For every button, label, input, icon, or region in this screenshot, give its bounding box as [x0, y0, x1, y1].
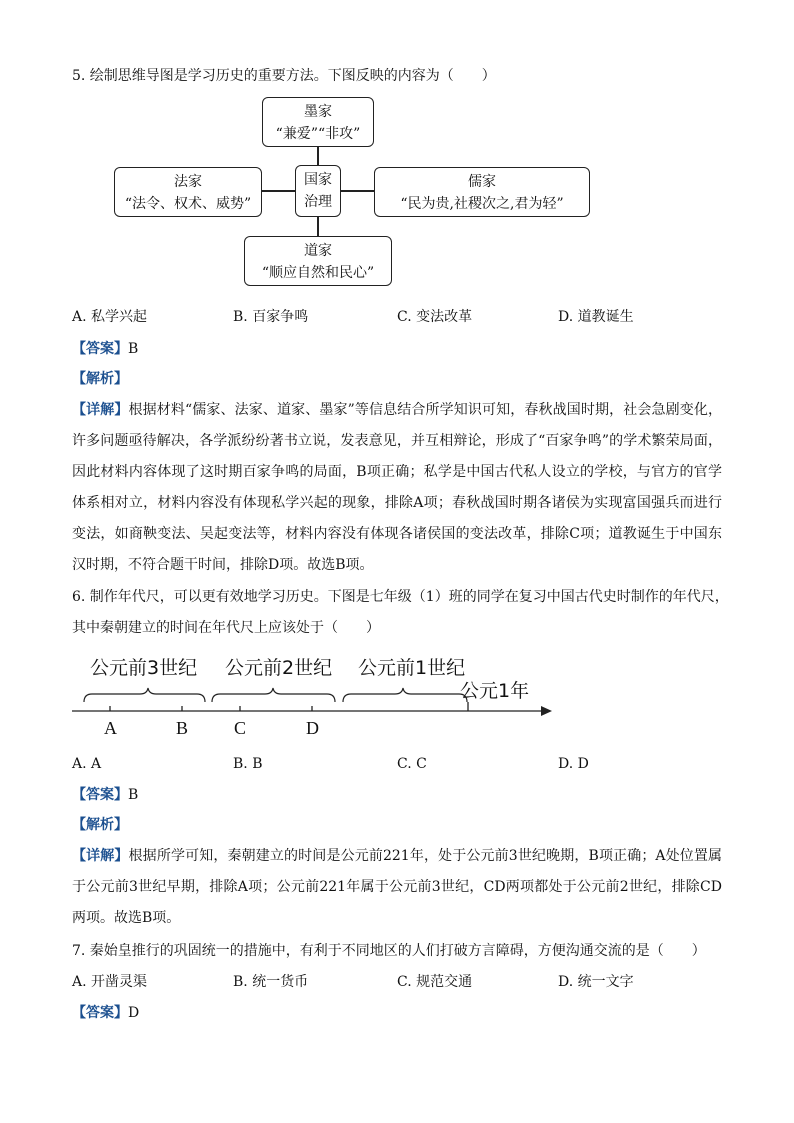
node-line-2: 治理	[304, 194, 332, 210]
node-title: 墨家	[304, 104, 332, 120]
node-text: “法令、权术、威势”	[124, 196, 252, 212]
analysis-tag: 【解析】	[72, 371, 128, 387]
option-d: D. 道教诞生	[558, 309, 634, 325]
answer-value: D	[128, 1005, 140, 1021]
question-6-stem-line-1: 6. 制作年代尺，可以更有效地学习历史。下图是七年级（1）班的同学在复习中国古代史时制作的年代尺，	[72, 589, 729, 605]
detail-text: 根据材料“儒家、法家、道家、墨家”等信息结合所学知识可知，春秋战国时期，社会急剧变化，许多问题亟待解决，各学派纷纷著书立说，发表意见，并互相辩论，形成了“百家争鸣”的学术繁荣局面，因此材料内容体现了这时期百家争鸣的局面，B项正确；私学是中国古代私人设立的学校，与官方的官学体系相对立，材料内容没有体现私学兴起的现象，排除A项；春秋战国时期各诸侯为实现富国强兵而进行变法，如商鞅变法、吴起变法等，材料内容没有体现各诸侯国的变法改革，排除C项；道教诞生于中国东汉时期，不符合题干时间，排除D项。故选B项。	[72, 402, 723, 573]
detail-tag: 【详解】	[72, 402, 129, 418]
node-line-1: 国家	[304, 172, 332, 188]
point-b: B	[176, 718, 189, 738]
option-d: D. 统一文字	[558, 974, 634, 990]
option-a: A. 私学兴起	[72, 309, 148, 325]
answer-line	[72, 1003, 139, 1023]
answer-value: B	[128, 787, 139, 803]
detail-paragraph	[72, 841, 722, 934]
point-a: A	[104, 718, 117, 738]
detail-tag: 【详解】	[72, 848, 129, 864]
axis-arrow	[541, 706, 552, 716]
answer-tag: 【答案】	[72, 787, 128, 803]
option-c: C. C	[397, 756, 427, 772]
brace-3bc	[84, 688, 205, 702]
question-6-stem-line-2: 其中秦朝建立的时间在年代尺上应该处于（ ）	[72, 620, 380, 636]
point-c: C	[234, 718, 247, 738]
analysis-heading	[72, 815, 128, 835]
answer-tag: 【答案】	[72, 1005, 128, 1021]
node-text: “顺应自然和民心”	[261, 265, 375, 281]
node-title: 法家	[174, 174, 202, 190]
node-title: 道家	[304, 243, 332, 259]
analysis-tag: 【解析】	[72, 817, 128, 833]
answer-value: B	[128, 341, 139, 357]
node-text: “兼爱”“非攻”	[275, 126, 361, 142]
brace-2bc	[212, 688, 335, 702]
century-label-2bc: 公元前2世纪	[225, 657, 333, 679]
question-5-stem: 5. 绘制思维导图是学习历史的重要方法。下图反映的内容为（ ）	[72, 68, 496, 84]
century-label-3bc: 公元前3世纪	[90, 657, 198, 679]
option-b: B. B	[233, 756, 263, 772]
question-7-stem: 7. 秦始皇推行的巩固统一的措施中，有利于不同地区的人们打破方言障碍，方便沟通交流的是（ ）	[72, 943, 706, 959]
answer-tag: 【答案】	[72, 341, 128, 357]
answer-line	[72, 785, 138, 805]
option-d: D. D	[558, 756, 589, 772]
century-label-1bc: 公元前1世纪	[358, 657, 466, 679]
point-d: D	[306, 718, 319, 738]
brace-1bc	[343, 688, 467, 702]
option-b: B. 统一货币	[233, 974, 309, 990]
option-c: C. 规范交通	[397, 974, 473, 990]
node-title: 儒家	[468, 174, 496, 190]
option-a: A. 开凿灵渠	[72, 974, 148, 990]
option-b: B. 百家争鸣	[233, 309, 309, 325]
option-c: C. 变法改革	[397, 309, 473, 325]
option-a: A. A	[72, 756, 102, 772]
detail-text: 根据所学可知，秦朝建立的时间是公元前221年，处于公元前3世纪晚期，B项正确；A处位置属于公元前3世纪早期，排除A项；公元前221年属于公元前3世纪，CD两项都处于公元前2世纪，排除CD两项。故选B项。	[72, 848, 722, 926]
node-text: “民为贵,社稷次之,君为轻”	[400, 196, 564, 212]
year-label: 公元1年	[460, 680, 530, 702]
